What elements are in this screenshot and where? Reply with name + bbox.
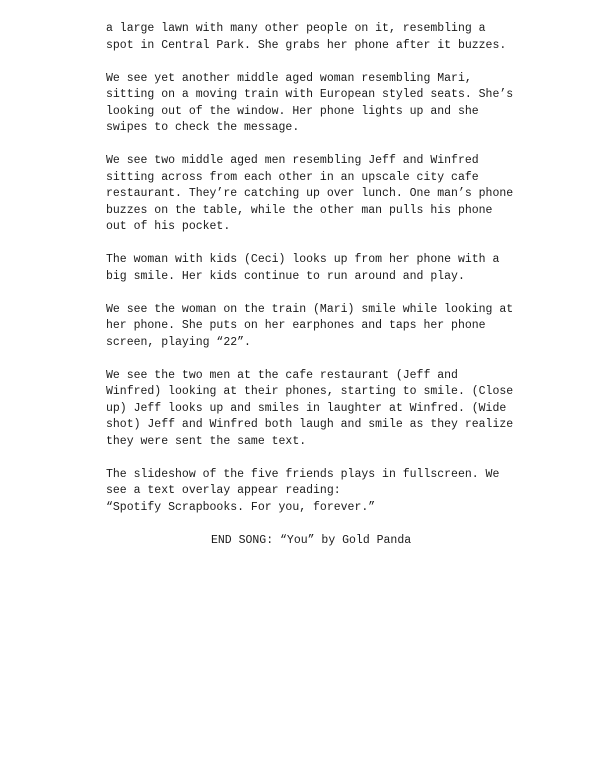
action-paragraph-mari: We see the woman on the train (Mari) smile while looking at her phone. She puts on her earphones and taps her phone screen, playing “22”. <box>106 302 514 349</box>
action-paragraph-jeff-winfred: We see the two men at the cafe restaurant (Jeff and Winfred) looking at their phones, starting to smile. (Close up) Jeff looks up and smiles in laughter at Winfred. (Wide shot) Jeff and Winfred both laugh and smile as they realize they were sent the same text. <box>106 368 514 448</box>
action-paragraph-lawn: a large lawn with many other people on it, resembling a spot in Central Park. She grabs her phone after it buzzes. <box>106 22 507 52</box>
action-paragraph-train: We see yet another middle aged woman resembling Mari, sitting on a moving train with European styled seats. She’s looking out of the window. Her phone lights up and she swipes to check the message. <box>106 71 514 134</box>
action-paragraph-slideshow: The slideshow of the five friends plays in fullscreen. We see a text overlay appear reading: “Spotify Scrapbooks. For you, forever.” <box>106 467 500 514</box>
script-body <box>106 21 546 549</box>
end-song-line: END SONG: “You” by Gold Panda <box>211 533 412 547</box>
action-paragraph-ceci: The woman with kids (Ceci) looks up from her phone with a big smile. Her kids continue to run around and play. <box>106 253 500 283</box>
action-paragraph-cafe: We see two middle aged men resembling Jeff and Winfred sitting across from each other in an upscale city cafe restaurant. They’re catching up over lunch. One man’s phone buzzes on the table, while the other man pulls his phone out of his pocket. <box>106 154 514 233</box>
